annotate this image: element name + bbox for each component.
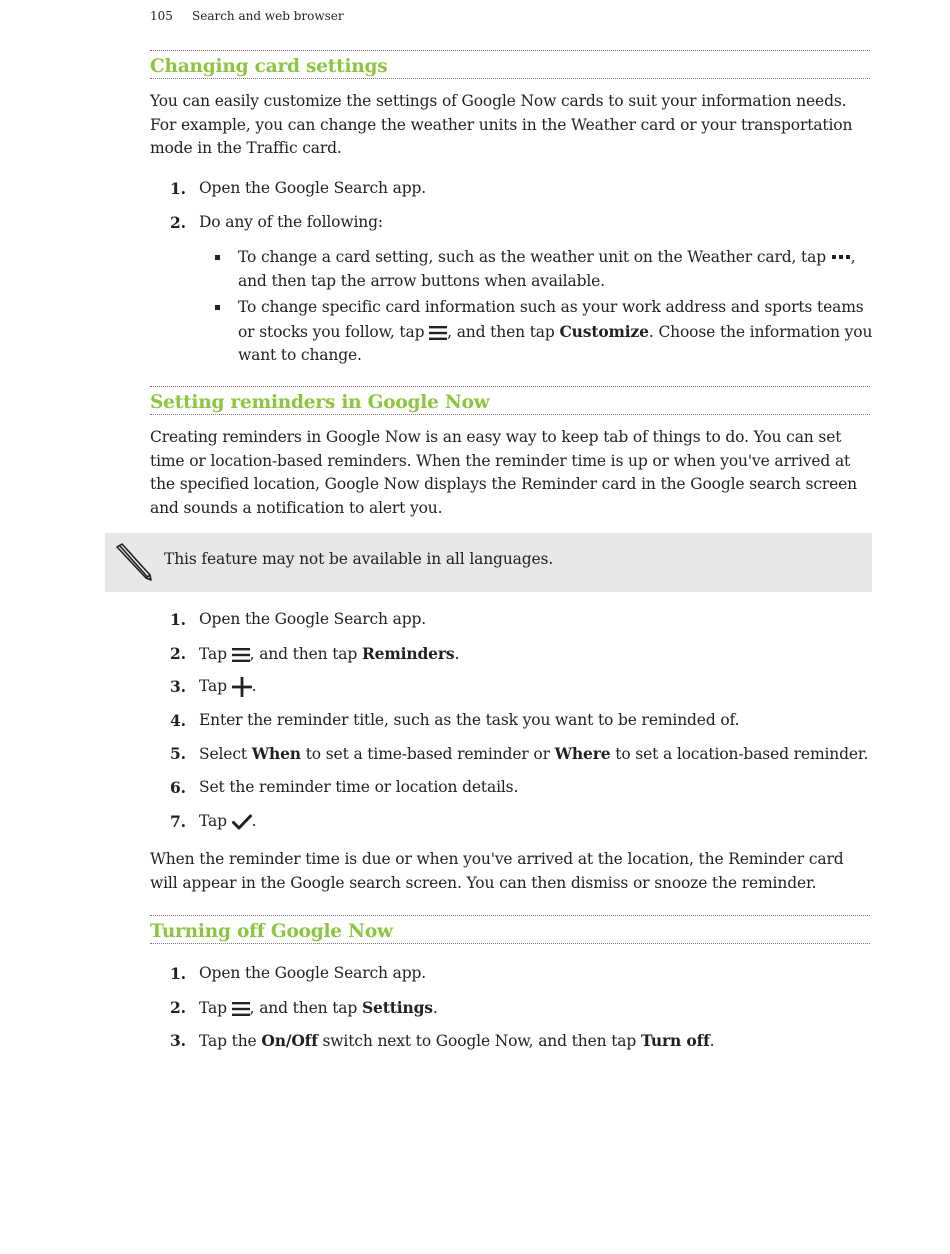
step-number: 1. [170,179,186,198]
reminders-outro-block [150,848,870,895]
step-number: 4. [170,711,186,730]
bullet-marker [215,255,220,260]
section-heading: Changing card settings [150,56,388,77]
reminders-intro-block [150,426,870,521]
chapter-title: Search and web browser [192,9,344,23]
section-rule-bottom [150,943,870,944]
section-card-settings [150,50,870,79]
note-box [105,533,872,592]
reminders-intro: Creating reminders in Google Now is an easy way to keep tab of things to do. You can set time or location-based reminders. When the reminder time is up or when you've arrived at the specified location, Google Now displays the Reminder card in the Google search screen and sounds a notification to alert you. [150,428,857,518]
step-number: 1. [170,610,186,629]
step-number: 7. [170,812,186,831]
plus-icon [232,677,252,697]
checkmark-icon [232,814,252,830]
step-number: 1. [170,964,186,983]
bullet-text: To change specific card information such as your work address and sports teams or stocks you follow, tap , and then tap Customize. Choose the information you want to change. [238,298,873,365]
card-settings-intro: You can easily customize the settings of Google Now cards to suit your information needs. For example, you can change the weather units in the Weather card or your transportation mode in the Traffic card. [150,92,853,158]
step-text: Tap , and then tap Settings. [199,998,438,1017]
step-text: Enter the reminder title, such as the task you want to be reminded of. [199,711,740,729]
step-text: Tap the On/Off switch next to Google Now, and then tap Turn off. [199,1031,715,1050]
step-text: Open the Google Search app. [199,610,427,628]
menu-icon [429,326,447,340]
step-text: Open the Google Search app. [199,964,427,982]
step-text: Set the reminder time or location details. [199,778,519,796]
step-text: Tap . [199,812,257,830]
reminders-outro: When the reminder time is due or when you've arrived at the location, the Reminder card will appear in the Google search screen. You can then dismiss or snooze the reminder. [150,850,844,892]
step-number: 6. [170,778,186,797]
section-rule-bottom [150,78,870,79]
bullet-text: To change a card setting, such as the weather unit on the Weather card, tap , and then tap the arrow buttons when available. [238,248,856,290]
page-header [150,9,344,23]
step-text: Do any of the following: [199,213,383,231]
section-heading: Setting reminders in Google Now [150,392,490,413]
step-number: 5. [170,744,186,763]
section-reminders [150,386,870,415]
step-number: 3. [170,1031,186,1050]
bullet-marker [215,305,220,310]
step-number: 2. [170,998,186,1017]
page-number: 105 [150,9,173,23]
card-settings-intro-block [150,90,870,161]
step-text: Tap , and then tap Reminders. [199,644,460,663]
section-rule-bottom [150,414,870,415]
more-dots-icon [831,253,851,263]
pencil-icon [114,542,154,582]
section-heading: Turning off Google Now [150,921,393,942]
step-text: Tap . [199,677,257,695]
step-number: 2. [170,213,186,232]
note-text: This feature may not be available in all languages. [164,550,554,568]
step-text: Open the Google Search app. [199,179,427,197]
step-number: 2. [170,644,186,663]
section-turn-off [150,915,870,944]
step-number: 3. [170,677,186,696]
step-text: Select When to set a time-based reminder or Where to set a location-based reminder. [199,744,869,763]
menu-icon [232,648,250,662]
menu-icon [232,1002,250,1016]
